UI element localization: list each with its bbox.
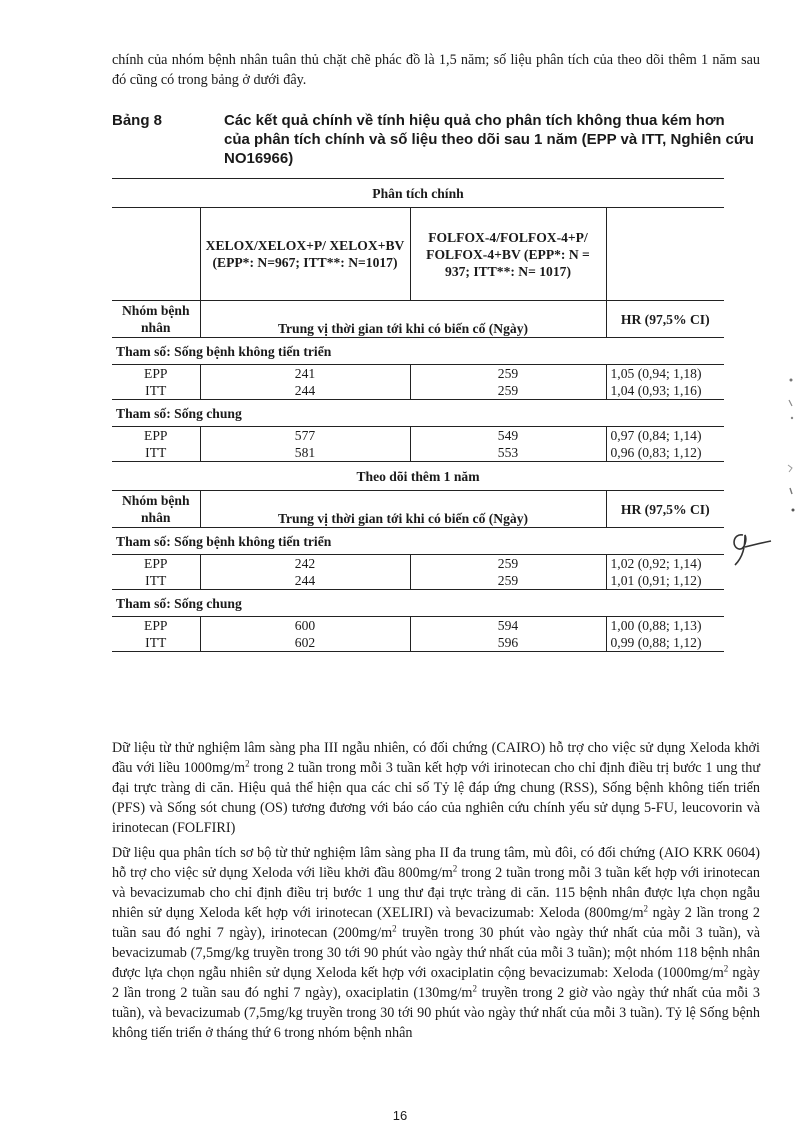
cairo-paragraph: Dữ liệu từ thử nghiệm lâm sàng pha III ngẫu nhiên, có đối chứng (CAIRO) hỗ trợ cho việc sử dụng Xeloda khởi đầu với liều $1000mg/m^2$ trong 2 tuần trong mỗi 3 tuần kết hợp với irinotecan cho chỉ định điều trị bước 1 ung thư đại trực tràng di căn. Hiệu quả thể hiện qua các chỉ số Tỷ lệ đáp ứng chung (RSS), Sống bệnh không tiến triển (PFS) và Sống sót chung (OS) tương đương với báo cáo của nghiên cứu chính yếu sử dụng 5-FU, leucovorin và irinotecan (FOLFIRI) — [112, 740, 761, 836]
group-cell: EPP — [112, 617, 200, 635]
scan-edge-marks — [784, 370, 798, 520]
xelox-value: 577 — [200, 427, 410, 445]
section-title: Tham số: Sống bệnh không tiến triển — [116, 343, 332, 359]
xelox-column-header: XELOX/XELOX+P/ XELOX+BV (EPP*: N=967; ITT**: N=1017) — [200, 208, 410, 301]
hr-value: 1,00 (0,88; 1,13) — [606, 617, 724, 635]
hr-value: 1,05 (0,94; 1,18) — [606, 365, 724, 383]
group-cell: ITT — [112, 444, 200, 462]
aio-krk-paragraph: Dữ liệu qua phân tích sơ bộ từ thử nghiệm lâm sàng pha II đa trung tâm, mù đôi, có đối chứng (AIO KRK 0604) hỗ trợ cho việc sử dụng Xeloda với liều khởi đầu $800mg/m^2$ trong 2 tuần trong mỗi 3 tuần kết hợp với irinotecan và bevacizumab cho chỉ định điều trị bước 1 ung thư đại trực tràng di căn. 115 bệnh nhân được lựa chọn ngẫu nhiên sử dụng Xeloda kết hợp với irinotecan (XELIRI) và bevacizumab: Xeloda ($800mg/m^2$ ngày 2 lần trong 2 tuần sau đó nghỉ 7 ngày), irinotecan ($200mg/m^2$ truyền trong 30 phút vào ngày thứ nhất của mỗi 3 tuần), và bevacizumab (7,5mg/kg truyền trong 30 tới 90 phút vào ngày thứ nhất của mỗi 3 tuần); một nhóm 118 bệnh nhân được lựa chọn ngẫu nhiên sử dụng Xeloda kết hợp với oxaciplatin cộng bevacizumab: Xeloda ($1000mg/m^2$ ngày 2 lần trong 2 tuần sau đó nghỉ 7 ngày), oxaciplatin ($130mg/m^2$ truyền trong 2 giờ vào ngày thứ nhất của mỗi 3 tuần), và bevacizumab (7,5mg/kg truyền trong 30 tới 90 phút vào ngày thứ nhất của mỗi 3 tuần). Tỷ lệ Sống bệnh không tiến triển ở tháng thứ 6 trong nhóm bệnh nhân — [112, 845, 760, 1041]
hr-value: 0,99 (0,88; 1,12) — [606, 634, 724, 652]
xelox-value: 602 — [200, 634, 410, 652]
followup-heading: Theo dõi thêm 1 năm — [356, 468, 480, 484]
median-time-header: Trung vị thời gian tới khi có biến cố (Ngày) — [200, 491, 606, 528]
table-caption-label: Bảng 8 — [112, 112, 163, 129]
folfox-column-header: FOLFOX-4/FOLFOX-4+P/ FOLFOX-4+BV (EPP*: N = 937; ITT**: N= 1017) — [410, 208, 606, 301]
folfox-value: 259 — [410, 572, 606, 590]
xelox-value: 244 — [200, 382, 410, 400]
folfox-value: 259 — [410, 555, 606, 573]
section-title: Tham số: Sống bệnh không tiến triển — [116, 533, 332, 549]
group-header: Nhóm bệnh nhân — [112, 301, 200, 338]
folfox-value: 594 — [410, 617, 606, 635]
xelox-value: 600 — [200, 617, 410, 635]
group-cell: ITT — [112, 572, 200, 590]
xelox-value: 241 — [200, 365, 410, 383]
group-cell: EPP — [112, 555, 200, 573]
intro-paragraph: chính của nhóm bệnh nhân tuân thủ chặt chẽ phác đồ là 1,5 năm; số liệu phân tích của theo dõi thêm 1 năm sau đó cũng có trong bảng ở dưới đây. — [112, 52, 760, 88]
median-time-header: Trung vị thời gian tới khi có biến cố (Ngày) — [200, 301, 606, 338]
folfox-value: 259 — [410, 382, 606, 400]
xelox-value: 242 — [200, 555, 410, 573]
group-header: Nhóm bệnh nhân — [112, 491, 200, 528]
section-title: Tham số: Sống chung — [116, 405, 242, 421]
section-title: Tham số: Sống chung — [116, 595, 242, 611]
hr-header: HR (97,5% CI) — [606, 301, 724, 338]
main-analysis-heading: Phân tích chính — [112, 179, 724, 208]
folfox-value: 596 — [410, 634, 606, 652]
hr-value: 1,04 (0,93; 1,16) — [606, 382, 724, 400]
hr-value: 0,97 (0,84; 1,14) — [606, 427, 724, 445]
hr-value: 0,96 (0,83; 1,12) — [606, 444, 724, 462]
hr-value: 1,01 (0,91; 1,12) — [606, 572, 724, 590]
group-cell: ITT — [112, 382, 200, 400]
folfox-value: 549 — [410, 427, 606, 445]
xelox-value: 244 — [200, 572, 410, 590]
handwritten-signature-mark — [725, 525, 775, 573]
folfox-value: 259 — [410, 365, 606, 383]
group-cell: EPP — [112, 427, 200, 445]
table-caption-text: Các kết quả chính về tính hiệu quả cho phân tích không thua kém hơn của phân tích chính và số liệu theo dõi sau 1 năm (EPP và ITT, Nghiên cứu NO16966) — [224, 112, 754, 167]
group-cell: ITT — [112, 634, 200, 652]
group-cell: EPP — [112, 365, 200, 383]
results-table — [112, 178, 724, 652]
folfox-value: 553 — [410, 444, 606, 462]
xelox-value: 581 — [200, 444, 410, 462]
page-number: 16 — [392, 1108, 408, 1123]
hr-header: HR (97,5% CI) — [606, 491, 724, 528]
hr-value: 1,02 (0,92; 1,14) — [606, 555, 724, 573]
